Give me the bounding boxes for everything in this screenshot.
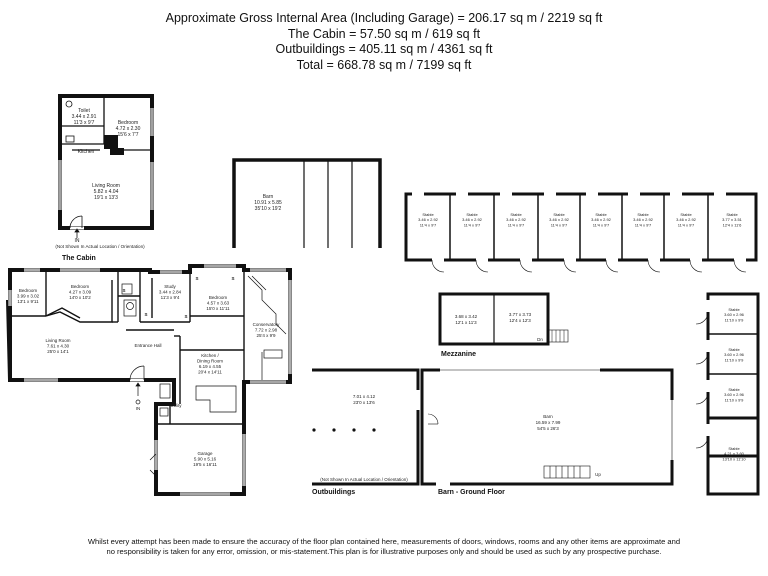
house-kitchen-name2: Dining Room: [196, 358, 224, 364]
stables-col-4-ft: 13'10 x 11'10: [722, 456, 746, 462]
cabin-stove: [110, 148, 124, 155]
stables-row-7-ft: 11'4 x 9'7: [677, 222, 695, 228]
house-study-m: 3.44 x 2.84: [158, 289, 182, 295]
cabin-toilet-ft: 11'3 x 9'7: [73, 120, 95, 126]
mezz-room1-m: 3.68 x 3.42: [454, 314, 478, 319]
stable-row: [406, 194, 756, 272]
stables-row-2-name: Stable: [466, 212, 478, 217]
open-area-m: 7.01 x 4.12: [352, 394, 376, 399]
stables-row-3-ft: 11'4 x 9'7: [507, 222, 525, 228]
barn-ground-title: Barn - Ground Floor: [438, 489, 505, 496]
stables-row-1-ft: 11'4 x 9'7: [419, 222, 437, 228]
stables-row-5-ft: 11'4 x 9'7: [592, 222, 610, 228]
cabin-bedroom-m: 4.72 x 2.30: [115, 126, 141, 132]
house-bedroom2-m: 4.27 x 3.09: [68, 289, 92, 295]
house-bedroom3-ft: 15'0 x 11'11: [206, 306, 230, 311]
outbuildings-title: Outbuildings: [312, 489, 356, 496]
stables-col-1-ft: 11'10 x 9'9: [724, 317, 744, 323]
stables-row-7-name: Stable: [680, 212, 692, 217]
stables-col-4-m: 4.21 x 3.60: [724, 451, 744, 457]
barn-top-ft: 35'10 x 19'2: [254, 206, 282, 212]
house-kitchen-name: Kitchen /: [201, 353, 219, 358]
house-bedroom3-name: Bedroom: [208, 295, 228, 300]
s-label-5: S: [122, 288, 126, 293]
stables-col-2-name: Stable: [728, 347, 740, 352]
pillars: [312, 428, 375, 431]
stables-col-2-ft: 11'10 x 9'9: [724, 357, 744, 363]
stables-col-1-m: 3.60 x 2.96: [724, 312, 744, 318]
area-line-house: Approximate Gross Internal Area (Including Garage) = 206.17 sq m / 2219 sq ft: [165, 11, 603, 25]
stables-col-3-m: 3.60 x 2.96: [724, 392, 744, 398]
barn-ground-up: Up: [595, 472, 601, 477]
house-living-ft: 25'0 x 14'1: [47, 349, 69, 354]
area-line-total: Total = 668.78 sq m / 7199 sq ft: [296, 57, 472, 72]
disclaimer-line2: no responsibility is taken for any error, omission, or mis-statement.This plan is for illustrative purposes only and should be used as such by any prospective purchase.: [106, 547, 662, 556]
stables-row-5-name: Stable: [595, 212, 607, 217]
mezz-room2-ft: 12'4 x 12'3: [509, 318, 531, 323]
stables-row-3-name: Stable: [510, 212, 522, 217]
house-kitchen-m: 6.19 x 4.55: [198, 364, 222, 369]
stables-row-4-name: Stable: [553, 212, 565, 217]
house-garage-ft: 19'5 x 16'11: [193, 462, 217, 467]
mezz-dn-label: Dn: [537, 337, 543, 342]
stables-col-1-name: Stable: [728, 307, 740, 312]
house-study-ft: 11'3 x 9'4: [160, 295, 180, 300]
stables-row-7-m: 3.46 x 2.92: [676, 217, 696, 223]
cabin-bedroom-ft: 15'6 x 7'7: [117, 132, 139, 138]
stables-row-2-ft: 11'4 x 9'7: [463, 222, 481, 228]
mezz-room1-ft: 12'1 x 11'3: [455, 320, 477, 325]
area-line-cabin: The Cabin = 57.50 sq m / 619 sq ft: [287, 26, 481, 41]
open-area-ft: 23'0 x 13'6: [353, 400, 375, 405]
house-study-name: Study: [164, 284, 176, 289]
stables-row-3-m: 3.46 x 2.92: [506, 217, 526, 223]
disclaimer: [10, 537, 758, 557]
house-conservatory-name: Conservatory: [252, 322, 280, 327]
s-label-3: S: [144, 312, 148, 317]
house-entrance-name: Entrance Hall: [134, 343, 162, 348]
stables-col-3-ft: 11'10 x 9'9: [724, 397, 744, 403]
house-utility-name: Utility: [170, 403, 182, 408]
mezzanine-title: Mezzanine: [441, 351, 477, 358]
stables-row-2-m: 3.46 x 2.92: [462, 217, 482, 223]
cabin-living-m: 5.82 x 4.04: [93, 189, 119, 195]
stables-row-1-name: Stable: [422, 212, 434, 217]
stables-row-4-m: 3.46 x 2.92: [549, 217, 569, 223]
barn-ground-ft: 54'5 x 26'3: [537, 426, 559, 431]
house-living-m: 7.61 x 4.30: [46, 343, 70, 349]
barn-ground-m: 16.59 x 7.99: [535, 420, 561, 425]
outbuildings-note: (Not Shown In Actual Location / Orientation): [320, 477, 408, 482]
area-line-outbuildings: Outbuildings = 405.11 sq m / 4361 sq ft: [275, 42, 493, 56]
barn-top-m: 10.91 x 5.85: [254, 200, 282, 206]
cabin-title: The Cabin: [62, 255, 96, 262]
stables-row-8-ft: 12'4 x 11'6: [722, 222, 742, 228]
house-garage-name: Garage: [197, 451, 213, 456]
mezz-room2-m: 3.77 x 3.73: [508, 312, 532, 317]
house-garage-m: 5.90 x 5.16: [193, 456, 217, 462]
cabin-toilet-name: Toilet: [78, 108, 90, 114]
stable-column: [696, 294, 758, 494]
cabin-kitchen-name: Kitchen: [77, 149, 95, 155]
stables-row-6-name: Stable: [637, 212, 649, 217]
s-label-4: S: [184, 314, 188, 319]
stables-row-1-m: 3.46 x 2.92: [418, 217, 438, 223]
open-area-outline: [312, 370, 418, 484]
house-bedroom3-m: 4.57 x 3.63: [206, 300, 230, 306]
stables-row-8-name: Stable: [726, 212, 738, 217]
stables-col-3-name: Stable: [728, 387, 740, 392]
s-label-1: S: [195, 276, 199, 281]
stables-col-4-name: Stable: [728, 446, 740, 451]
stables-col-2-m: 3.60 x 2.96: [724, 352, 744, 358]
stables-row-4-ft: 11'4 x 9'7: [550, 222, 568, 228]
house-living-name: Living Room: [45, 338, 71, 343]
cabin-living-ft: 19'1 x 13'3: [94, 195, 118, 201]
house-bedroom2-name: Bedroom: [70, 284, 90, 289]
s-label-2: S: [231, 276, 235, 281]
cabin-in-label: IN: [74, 238, 80, 244]
cabin-chimney: [104, 135, 118, 149]
stables-row-6-ft: 11'4 x 9'7: [634, 222, 652, 228]
house-in-label: IN: [135, 406, 141, 411]
barn-ground-name: Barn: [543, 414, 553, 419]
cabin-bedroom-name: Bedroom: [117, 120, 139, 126]
stables-row-6-m: 3.46 x 2.92: [633, 217, 653, 223]
house-bedroom1-ft: 13'1 x 9'11: [17, 299, 39, 304]
cabin-toilet-m: 3.44 x 2.91: [71, 114, 97, 120]
cabin-living-name: Living Room: [92, 183, 120, 189]
house-bedroom1-m: 3.99 x 3.02: [16, 293, 40, 299]
house-conservatory-m: 7.72 x 2.98: [254, 327, 278, 333]
disclaimer-line1: Whilst every attempt has been made to ensure the accuracy of the floor plan contained here, measurements of doors, windows, rooms and any other items are approximate and: [87, 537, 681, 546]
house-kitchen-ft: 20'4 x 14'11: [198, 369, 222, 375]
cabin-note: (Not Shown In Actual Location / Orientation): [55, 244, 145, 249]
house-bedroom2-ft: 14'0 x 10'2: [69, 295, 91, 300]
stables-row-8-m: 3.77 x 3.51: [722, 217, 742, 223]
house-bedroom1-name: Bedroom: [18, 288, 38, 293]
stables-row-5-m: 3.46 x 2.92: [591, 217, 611, 223]
barn-top-name: Barn: [262, 194, 274, 200]
house-conservatory-ft: 25'4 x 9'9: [256, 333, 276, 338]
